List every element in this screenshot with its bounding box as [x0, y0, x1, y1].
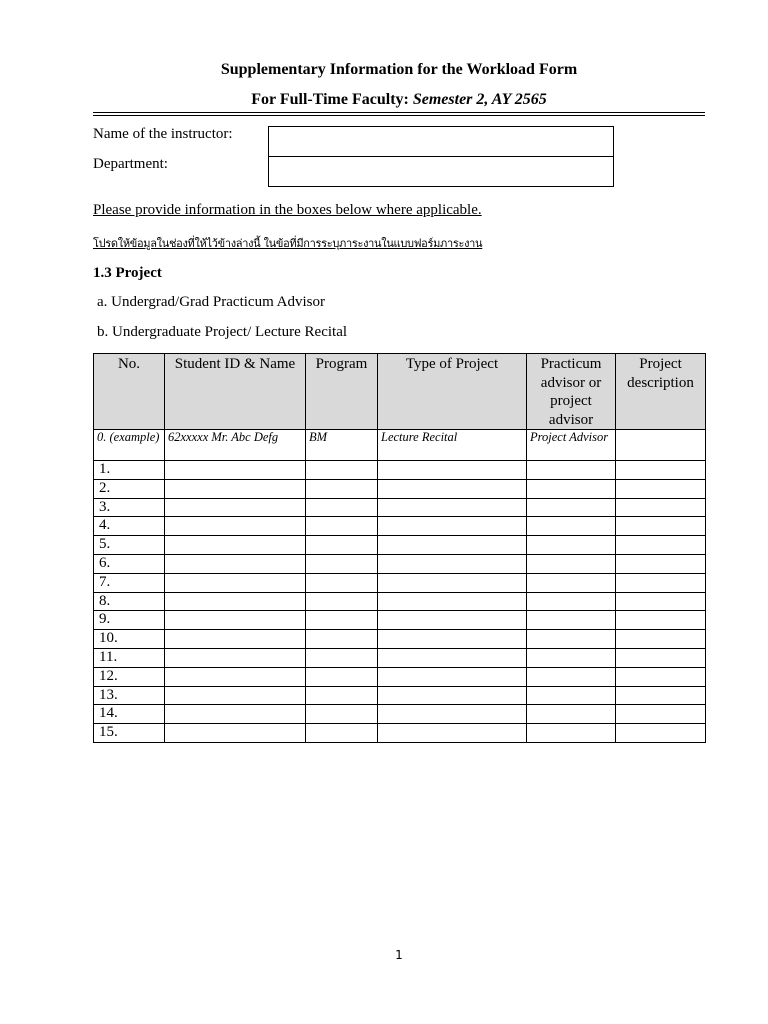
row-description-cell[interactable]	[616, 536, 706, 555]
row-advisor-cell[interactable]	[527, 630, 616, 649]
row-type-cell[interactable]	[378, 536, 527, 555]
row-program-cell[interactable]	[306, 667, 378, 686]
subtitle-semester: Semester 2, AY 2565	[412, 91, 547, 108]
row-type-cell[interactable]	[378, 705, 527, 724]
example-no: 0. (example)	[94, 430, 165, 461]
row-advisor-cell[interactable]	[527, 705, 616, 724]
instructor-info-boxes	[268, 126, 614, 187]
example-advisor: Project Advisor	[527, 430, 616, 461]
example-student: 62xxxxx Mr. Abc Defg	[165, 430, 306, 461]
instructor-name-field[interactable]	[269, 127, 614, 157]
table-row	[94, 517, 706, 536]
row-description-cell[interactable]	[616, 592, 706, 611]
row-type-cell[interactable]	[378, 611, 527, 630]
row-type-cell[interactable]	[378, 630, 527, 649]
row-number: 1.	[94, 461, 165, 480]
row-student-cell[interactable]	[165, 554, 306, 573]
table-row	[94, 573, 706, 592]
row-description-cell[interactable]	[616, 705, 706, 724]
row-student-cell[interactable]	[165, 705, 306, 724]
table-header-row	[94, 354, 706, 430]
title-rule-bottom	[93, 115, 705, 116]
row-description-cell[interactable]	[616, 573, 706, 592]
row-program-cell[interactable]	[306, 573, 378, 592]
row-student-cell[interactable]	[165, 592, 306, 611]
row-number: 7.	[94, 573, 165, 592]
subtitle-plain: For Full-Time Faculty:	[251, 91, 413, 108]
row-advisor-cell[interactable]	[527, 724, 616, 743]
row-description-cell[interactable]	[616, 611, 706, 630]
table-row	[94, 630, 706, 649]
table-row	[94, 592, 706, 611]
table-row	[94, 461, 706, 480]
row-advisor-cell[interactable]	[527, 592, 616, 611]
row-type-cell[interactable]	[378, 648, 527, 667]
row-advisor-cell[interactable]	[527, 517, 616, 536]
row-number: 2.	[94, 479, 165, 498]
row-student-cell[interactable]	[165, 479, 306, 498]
row-number: 11.	[94, 648, 165, 667]
row-student-cell[interactable]	[165, 498, 306, 517]
section-item-a: a. Undergrad/Grad Practicum Advisor	[97, 294, 325, 310]
row-type-cell[interactable]	[378, 573, 527, 592]
department-field[interactable]	[269, 157, 614, 187]
example-program: BM	[306, 430, 378, 461]
row-number: 6.	[94, 554, 165, 573]
row-number: 15.	[94, 724, 165, 743]
instructor-label: Name of the instructor:	[93, 126, 233, 142]
row-description-cell[interactable]	[616, 630, 706, 649]
form-title: Supplementary Information for the Workload Form	[220, 61, 578, 78]
header-type: Type of Project	[378, 354, 527, 430]
row-program-cell[interactable]	[306, 554, 378, 573]
example-row	[94, 430, 706, 461]
table-row	[94, 648, 706, 667]
table-row	[94, 686, 706, 705]
row-type-cell[interactable]	[378, 667, 527, 686]
row-description-cell[interactable]	[616, 461, 706, 480]
row-type-cell[interactable]	[378, 517, 527, 536]
row-description-cell[interactable]	[616, 686, 706, 705]
row-advisor-cell[interactable]	[527, 667, 616, 686]
row-number: 14.	[94, 705, 165, 724]
row-program-cell[interactable]	[306, 461, 378, 480]
row-program-cell[interactable]	[306, 498, 378, 517]
row-student-cell[interactable]	[165, 517, 306, 536]
row-type-cell[interactable]	[378, 724, 527, 743]
row-student-cell[interactable]	[165, 724, 306, 743]
table-row	[94, 554, 706, 573]
header-program: Program	[306, 354, 378, 430]
row-program-cell[interactable]	[306, 724, 378, 743]
row-number: 3.	[94, 498, 165, 517]
row-advisor-cell[interactable]	[527, 461, 616, 480]
row-type-cell[interactable]	[378, 554, 527, 573]
table-row	[94, 498, 706, 517]
table-row	[94, 667, 706, 686]
table-row	[94, 705, 706, 724]
row-student-cell[interactable]	[165, 648, 306, 667]
row-number: 9.	[94, 611, 165, 630]
instruction-english: Please provide information in the boxes below where applicable.	[93, 202, 482, 218]
row-description-cell[interactable]	[616, 667, 706, 686]
row-program-cell[interactable]	[306, 536, 378, 555]
row-program-cell[interactable]	[306, 479, 378, 498]
example-description	[616, 430, 706, 461]
row-advisor-cell[interactable]	[527, 498, 616, 517]
row-description-cell[interactable]	[616, 724, 706, 743]
row-description-cell[interactable]	[616, 517, 706, 536]
row-program-cell[interactable]	[306, 592, 378, 611]
row-program-cell[interactable]	[306, 705, 378, 724]
instruction-thai: โปรดให้ข้อมูลในช่องที่ให้ไว้ข้างล่างนี้ ในข้อที่มีการระบุภาระงานในแบบฟอร์มภาระงาน	[93, 237, 483, 250]
row-description-cell[interactable]	[616, 648, 706, 667]
row-number: 8.	[94, 592, 165, 611]
row-type-cell[interactable]	[378, 686, 527, 705]
row-number: 13.	[94, 686, 165, 705]
header-advisor: Practicum advisor or project advisor	[527, 354, 616, 430]
table-row	[94, 479, 706, 498]
header-no: No.	[94, 354, 165, 430]
section-item-b: b. Undergraduate Project/ Lecture Recital	[97, 324, 348, 340]
row-type-cell[interactable]	[378, 592, 527, 611]
row-description-cell[interactable]	[616, 498, 706, 517]
row-program-cell[interactable]	[306, 611, 378, 630]
row-number: 4.	[94, 517, 165, 536]
row-advisor-cell[interactable]	[527, 686, 616, 705]
row-type-cell[interactable]	[378, 498, 527, 517]
row-type-cell[interactable]	[378, 479, 527, 498]
department-label: Department:	[93, 156, 168, 172]
row-student-cell[interactable]	[165, 536, 306, 555]
row-advisor-cell[interactable]	[527, 573, 616, 592]
row-advisor-cell[interactable]	[527, 554, 616, 573]
row-student-cell[interactable]	[165, 611, 306, 630]
row-program-cell[interactable]	[306, 648, 378, 667]
row-number: 5.	[94, 536, 165, 555]
header-student: Student ID & Name	[165, 354, 306, 430]
row-program-cell[interactable]	[306, 630, 378, 649]
row-number: 12.	[94, 667, 165, 686]
row-number: 10.	[94, 630, 165, 649]
row-advisor-cell[interactable]	[527, 536, 616, 555]
row-type-cell[interactable]	[378, 461, 527, 480]
row-program-cell[interactable]	[306, 517, 378, 536]
row-student-cell[interactable]	[165, 686, 306, 705]
page-number: 1	[395, 948, 403, 962]
row-student-cell[interactable]	[165, 667, 306, 686]
example-type: Lecture Recital	[378, 430, 527, 461]
row-advisor-cell[interactable]	[527, 479, 616, 498]
table-row	[94, 611, 706, 630]
row-description-cell[interactable]	[616, 479, 706, 498]
title-rule-top	[93, 112, 705, 113]
form-subtitle	[0, 91, 768, 109]
row-student-cell[interactable]	[165, 573, 306, 592]
section-heading: 1.3 Project	[93, 265, 162, 281]
row-program-cell[interactable]	[306, 686, 378, 705]
table-row	[94, 536, 706, 555]
row-student-cell[interactable]	[165, 630, 306, 649]
row-advisor-cell[interactable]	[527, 611, 616, 630]
header-description: Project description	[616, 354, 706, 430]
table-row	[94, 724, 706, 743]
row-description-cell[interactable]	[616, 554, 706, 573]
row-advisor-cell[interactable]	[527, 648, 616, 667]
project-table	[93, 353, 706, 743]
row-student-cell[interactable]	[165, 461, 306, 480]
